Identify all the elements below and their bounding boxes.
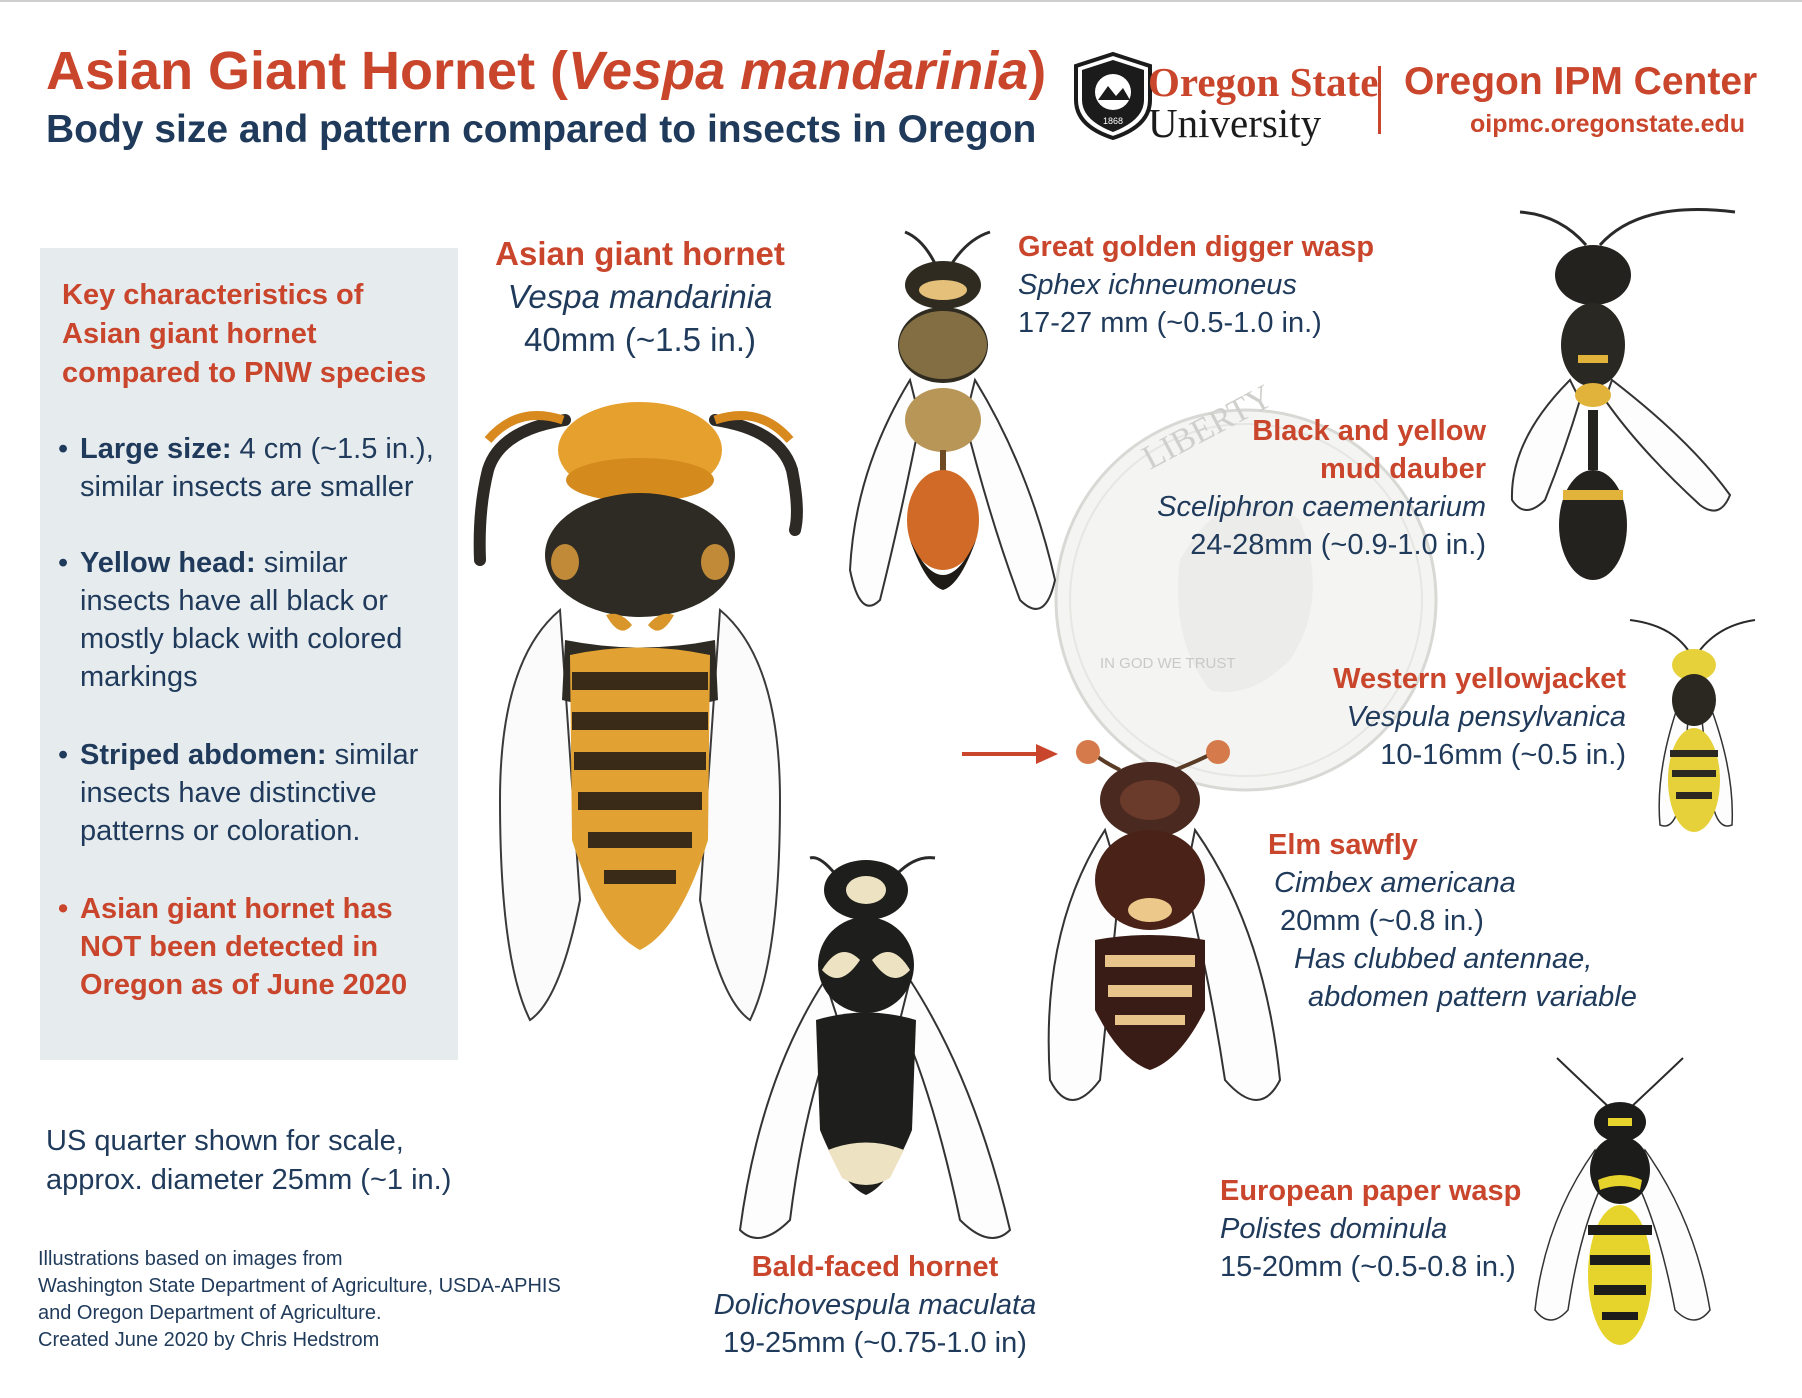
species-scientific-name: Dolichovespula maculata bbox=[713, 1289, 1037, 1321]
species-note: Has clubbed antennae, bbox=[1294, 943, 1593, 975]
label-western-yellowjacket bbox=[1240, 660, 1626, 774]
label-bald-faced-hornet bbox=[700, 1248, 1050, 1362]
ipm-center-url: oipmc.oregonstate.edu bbox=[1470, 110, 1746, 138]
species-size: 24-28mm (~0.9-1.0 in.) bbox=[1190, 529, 1486, 561]
bullet-text: similar insects have all black or mostly black with colored markings bbox=[80, 547, 403, 693]
bullet-dot: • bbox=[58, 433, 69, 465]
bullet-text: similar insects have distinctive patterns or coloration. bbox=[80, 739, 419, 847]
osu-seal-year: 1868 bbox=[1102, 116, 1124, 126]
coin-liberty-text: LIBERTY bbox=[1136, 377, 1279, 478]
warning-text-a: Asian giant hornet has bbox=[80, 893, 393, 925]
species-name: Bald-faced hornet bbox=[751, 1251, 999, 1283]
credits bbox=[38, 1246, 618, 1354]
species-name: European paper wasp bbox=[1220, 1175, 1522, 1207]
species-scientific-name: Cimbex americana bbox=[1274, 867, 1516, 899]
species-scientific-name: Sphex ichneumoneus bbox=[1018, 269, 1297, 301]
species-name: Great golden digger wasp bbox=[1018, 231, 1375, 263]
asian-giant-hornet-illustration bbox=[480, 402, 797, 1020]
label-great-golden-digger-wasp bbox=[1018, 228, 1374, 342]
species-scientific-name: Polistes dominula bbox=[1220, 1213, 1448, 1245]
bullet-term: Striped abdomen: bbox=[80, 739, 327, 771]
page-title bbox=[46, 40, 1046, 102]
species-note-line2: abdomen pattern variable bbox=[1308, 981, 1637, 1013]
label-black-yellow-mud-dauber bbox=[1060, 412, 1486, 564]
bullet-dot: • bbox=[58, 547, 69, 579]
european-paper-wasp-illustration bbox=[1535, 1058, 1710, 1345]
warning-emphasis: NOT bbox=[80, 931, 142, 963]
species-name-line2: mud dauber bbox=[1320, 453, 1486, 485]
warning-text-c: been detected in Oregon as of June 2020 bbox=[80, 931, 408, 1001]
credits-line: and Oregon Department of Agriculture. bbox=[38, 1302, 382, 1324]
species-name: Elm sawfly bbox=[1268, 829, 1418, 861]
credits-line: Created June 2020 by Chris Hedstrom bbox=[38, 1329, 380, 1351]
species-scientific-name: Vespula pensylvanica bbox=[1346, 701, 1626, 733]
bald-faced-hornet-illustration bbox=[740, 858, 1010, 1238]
osu-beaver-seal-icon bbox=[1068, 50, 1158, 142]
header-divider bbox=[1378, 66, 1381, 134]
credits-line: Illustrations based on images from bbox=[38, 1248, 343, 1270]
label-european-paper-wasp bbox=[1220, 1172, 1521, 1286]
credits-line: Washington State Department of Agriculture, USDA-APHIS bbox=[38, 1275, 561, 1297]
key-characteristics-panel bbox=[40, 248, 458, 1060]
species-size: 40mm (~1.5 in.) bbox=[524, 321, 756, 358]
species-name: Asian giant hornet bbox=[495, 235, 785, 272]
species-scientific-name: Sceliphron caementarium bbox=[1157, 491, 1486, 523]
species-size: 10-16mm (~0.5 in.) bbox=[1380, 739, 1626, 771]
key-characteristics-heading: Key characteristics of Asian giant hornet compared to PNW species bbox=[62, 279, 427, 389]
title-close-paren: ) bbox=[1028, 41, 1047, 101]
species-size: 15-20mm (~0.5-0.8 in.) bbox=[1220, 1251, 1516, 1283]
species-name: Western yellowjacket bbox=[1333, 663, 1626, 695]
species-scientific-name: Vespa mandarinia bbox=[507, 278, 773, 315]
coin-motto-text: IN GOD WE TRUST bbox=[1100, 655, 1236, 672]
species-size: 19-25mm (~0.75-1.0 in) bbox=[723, 1327, 1027, 1359]
bullet-dot: • bbox=[58, 893, 69, 925]
bullet-term: Yellow head: bbox=[80, 547, 256, 579]
elm-sawfly-illustration bbox=[1049, 740, 1280, 1100]
bullet-striped-abdomen bbox=[58, 736, 442, 850]
bullet-term: Large size: bbox=[80, 433, 232, 465]
bullet-yellow-head bbox=[58, 544, 442, 696]
osu-wordmark-line2: University bbox=[1148, 100, 1322, 146]
scale-note: US quarter shown for scale, approx. diameter 25mm (~1 in.) bbox=[46, 1125, 452, 1196]
ipm-center-name: Oregon IPM Center bbox=[1404, 60, 1758, 103]
arrow-indicator bbox=[962, 744, 1058, 764]
osu-wordmark bbox=[1148, 59, 1379, 146]
osu-wordmark-line1: Oregon State bbox=[1148, 59, 1379, 105]
bullet-dot: • bbox=[58, 739, 69, 771]
western-yellowjacket-illustration bbox=[1630, 620, 1755, 832]
page-subtitle: Body size and pattern compared to insects in Oregon bbox=[46, 108, 1037, 151]
title-scientific-name: Vespa mandarinia bbox=[568, 41, 1029, 101]
species-name: Black and yellow bbox=[1252, 415, 1486, 447]
bullet-not-detected-warning bbox=[58, 890, 442, 1004]
bullet-large-size bbox=[58, 430, 442, 506]
species-size: 20mm (~0.8 in.) bbox=[1280, 905, 1484, 937]
label-asian-giant-hornet bbox=[484, 232, 796, 361]
bullet-text: 4 cm (~1.5 in.), similar insects are smaller bbox=[80, 433, 434, 503]
title-text: Asian Giant Hornet ( bbox=[46, 41, 569, 101]
label-elm-sawfly bbox=[1268, 826, 1637, 1016]
species-size: 17-27 mm (~0.5-1.0 in.) bbox=[1018, 307, 1322, 339]
black-yellow-mud-dauber-illustration bbox=[1512, 209, 1735, 580]
